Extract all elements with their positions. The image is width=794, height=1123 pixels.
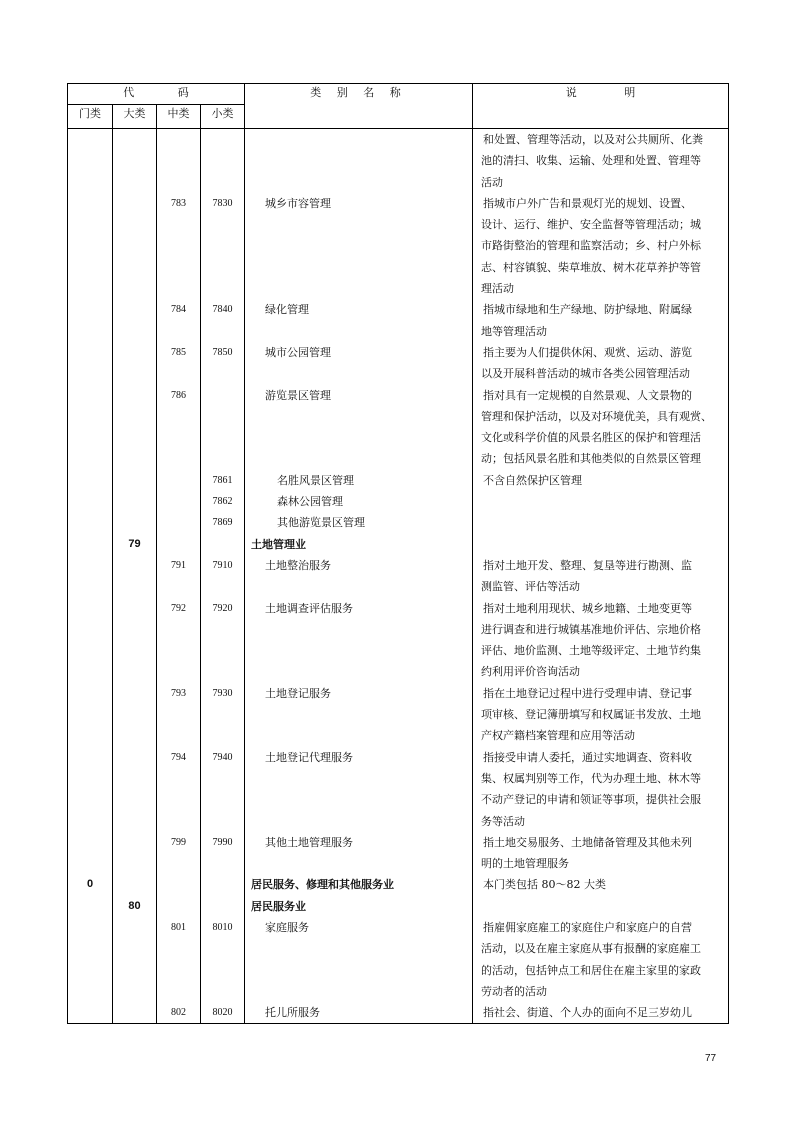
description-line: 指雇佣家庭雇工的家庭住户和家庭户的自营 (483, 920, 692, 934)
cell-zhong-text: 786 (171, 389, 186, 401)
table-row (68, 342, 729, 385)
cell-zhong-text: 799 (171, 836, 186, 848)
cell-xiao (201, 832, 245, 875)
description-line: 管理和保护活动，以及对环境优美，具有观赏、 (481, 409, 712, 423)
description-line: 本门类包括 80～82 大类 (483, 878, 606, 892)
table-row (68, 534, 729, 555)
cell-xiao (201, 598, 245, 683)
cell-category-name-text: 名胜风景区管理 (277, 473, 354, 487)
cell-description (473, 512, 729, 533)
cell-category-name-text: 游览景区管理 (265, 388, 331, 402)
table-row (68, 512, 729, 533)
table-row (68, 896, 729, 917)
cell-category-name-text: 城市公园管理 (265, 345, 331, 359)
category-name-header: 类 别 名 称 (245, 84, 473, 129)
description-line: 活动，以及在雇主家庭从事有报酬的家庭雇工 (481, 942, 701, 956)
cell-xiao-text: 8020 (212, 1007, 233, 1019)
description-line: 理活动 (481, 282, 514, 296)
cell-category-name (245, 512, 473, 533)
description-line: 指在土地登记过程中进行受理申请、登记事 (483, 686, 692, 700)
cell-description (473, 299, 729, 342)
cell-xiao (201, 385, 245, 470)
cell-xiao (201, 1002, 245, 1024)
cell-da (113, 299, 157, 342)
col-zhong-header: 中类 (157, 105, 201, 129)
cell-category-name-text: 家庭服务 (265, 920, 309, 934)
table-row (68, 470, 729, 491)
code-group-header: 代 码 (68, 84, 245, 105)
cell-category-name (245, 874, 473, 895)
cell-xiao (201, 512, 245, 533)
cell-category-name-text: 土地登记服务 (265, 686, 331, 700)
description-line: 约利用评价咨询活动 (481, 665, 580, 679)
cell-xiao (201, 193, 245, 299)
cell-da (113, 683, 157, 747)
cell-da (113, 1002, 157, 1024)
description-line: 市路街整治的管理和监察活动；乡、村户外标 (481, 239, 701, 253)
cell-description (473, 683, 729, 747)
description-line: 不动产登记的申请和领证等事项，提供社会服 (481, 793, 701, 807)
cell-xiao-text: 7862 (212, 496, 233, 508)
cell-category-name-text: 绿化管理 (265, 303, 309, 317)
description-line: 劳动者的活动 (481, 984, 547, 998)
cell-men (68, 385, 113, 470)
cell-category-name (245, 555, 473, 598)
col-xiao-header: 小类 (201, 105, 245, 129)
cell-description (473, 385, 729, 470)
cell-zhong (157, 896, 201, 917)
cell-zhong-text: 785 (171, 346, 186, 358)
description-line: 不含自然保护区管理 (483, 473, 582, 487)
cell-xiao (201, 874, 245, 895)
table-row (68, 598, 729, 683)
description-line: 指接受申请人委托，通过实地调查、资料收 (483, 750, 692, 764)
cell-xiao-text: 7930 (212, 687, 233, 699)
description-line: 指对土地开发、整理、复垦等进行勘测、监 (483, 558, 692, 572)
description-header: 说 明 (473, 84, 729, 129)
cell-category-name (245, 832, 473, 875)
cell-da (113, 874, 157, 895)
description-line: 活动 (481, 175, 503, 189)
description-line: 集、权属判别等工作，代为办理土地、林木等 (481, 771, 701, 785)
cell-zhong-text: 784 (171, 304, 186, 316)
cell-da (113, 917, 157, 1002)
cell-da (113, 598, 157, 683)
description-line: 动；包括风景名胜和其他类似的自然景区管理 (481, 452, 701, 466)
cell-zhong (157, 534, 201, 555)
description-line: 指城市绿地和生产绿地、防护绿地、附属绿 (483, 303, 692, 317)
cell-category-name (245, 193, 473, 299)
description-line: 指主要为人们提供休闲、观赏、运动、游览 (483, 345, 692, 359)
cell-xiao-text: 7840 (212, 304, 233, 316)
cell-description (473, 832, 729, 875)
cell-xiao (201, 342, 245, 385)
col-da-header: 大类 (113, 105, 157, 129)
cell-da-text: 79 (128, 537, 141, 550)
cell-xiao-text: 7910 (212, 559, 233, 571)
cell-zhong-text: 802 (171, 1007, 186, 1019)
cell-category-name-text: 土地管理业 (251, 537, 306, 551)
page-number: 77 (705, 1053, 717, 1064)
cell-men (68, 129, 113, 193)
cell-men (68, 896, 113, 917)
cell-da (113, 832, 157, 875)
cell-category-name (245, 1002, 473, 1024)
description-line: 测监管、评估等活动 (481, 580, 580, 594)
cell-da (113, 555, 157, 598)
cell-men (68, 917, 113, 1002)
cell-category-name-text: 土地调查评估服务 (265, 601, 353, 615)
cell-xiao (201, 683, 245, 747)
cell-category-name-text: 居民服务业 (251, 899, 306, 913)
table-row (68, 683, 729, 747)
description-line: 文化或科学价值的风景名胜区的保护和管理活 (481, 431, 701, 445)
cell-zhong-text: 783 (171, 197, 186, 209)
description-line: 指土地交易服务、土地储备管理及其他未列 (483, 835, 692, 849)
description-line: 设计、运行、维护、安全监督等管理活动；城 (481, 218, 701, 232)
cell-men (68, 299, 113, 342)
cell-description (473, 534, 729, 555)
cell-xiao (201, 129, 245, 193)
cell-da-text: 80 (128, 899, 141, 912)
cell-category-name (245, 747, 473, 832)
cell-xiao-text: 7920 (212, 602, 233, 614)
cell-men (68, 342, 113, 385)
cell-zhong (157, 1002, 201, 1024)
cell-description (473, 917, 729, 1002)
cell-men (68, 491, 113, 512)
cell-men (68, 512, 113, 533)
cell-zhong (157, 193, 201, 299)
cell-xiao-text: 7850 (212, 346, 233, 358)
cell-category-name (245, 491, 473, 512)
cell-zhong (157, 832, 201, 875)
cell-zhong (157, 491, 201, 512)
cell-description (473, 1002, 729, 1024)
cell-description (473, 896, 729, 917)
table-row (68, 874, 729, 895)
table-row (68, 385, 729, 470)
cell-da (113, 342, 157, 385)
description-line: 务等活动 (481, 814, 525, 828)
cell-zhong-text: 801 (171, 921, 186, 933)
cell-zhong (157, 299, 201, 342)
table-row (68, 491, 729, 512)
cell-zhong (157, 470, 201, 491)
cell-da (113, 385, 157, 470)
cell-category-name-text: 其他土地管理服务 (265, 835, 353, 849)
table-body (68, 129, 729, 1024)
cell-category-name (245, 917, 473, 1002)
cell-category-name-text: 土地整治服务 (265, 558, 331, 572)
cell-xiao (201, 555, 245, 598)
cell-xiao-text: 7830 (212, 197, 233, 209)
table-row (68, 832, 729, 875)
cell-xiao-text: 7940 (212, 751, 233, 763)
description-line: 明的土地管理服务 (481, 857, 569, 871)
cell-da (113, 129, 157, 193)
cell-zhong-text: 793 (171, 687, 186, 699)
cell-men (68, 747, 113, 832)
cell-xiao (201, 534, 245, 555)
cell-xiao-text: 7990 (212, 836, 233, 848)
table-row (68, 1002, 729, 1024)
cell-category-name-text: 森林公园管理 (277, 495, 343, 509)
table-row (68, 555, 729, 598)
cell-zhong (157, 385, 201, 470)
cell-description (473, 129, 729, 193)
cell-men (68, 534, 113, 555)
cell-category-name (245, 342, 473, 385)
cell-xiao-text: 7861 (212, 474, 233, 486)
cell-category-name (245, 598, 473, 683)
cell-description (473, 874, 729, 895)
cell-xiao-text: 8010 (212, 921, 233, 933)
cell-category-name (245, 129, 473, 193)
cell-description (473, 342, 729, 385)
cell-xiao (201, 917, 245, 1002)
cell-zhong-text: 792 (171, 602, 186, 614)
cell-men (68, 193, 113, 299)
cell-category-name (245, 683, 473, 747)
cell-men (68, 832, 113, 875)
description-line: 指对具有一定规模的自然景观、人文景物的 (483, 388, 692, 402)
description-line: 指城市户外广告和景观灯光的规划、设置、 (483, 196, 692, 210)
cell-xiao (201, 491, 245, 512)
cell-category-name (245, 470, 473, 491)
description-line: 地等管理活动 (481, 324, 547, 338)
cell-category-name-text: 居民服务、修理和其他服务业 (251, 878, 394, 892)
cell-category-name (245, 299, 473, 342)
description-line: 的活动，包括钟点工和居住在雇主家里的家政 (481, 963, 701, 977)
cell-da (113, 512, 157, 533)
cell-men (68, 1002, 113, 1024)
cell-da (113, 747, 157, 832)
cell-xiao (201, 299, 245, 342)
cell-men (68, 874, 113, 895)
cell-da (113, 534, 157, 555)
cell-description (473, 747, 729, 832)
cell-description (473, 555, 729, 598)
cell-category-name (245, 534, 473, 555)
cell-category-name (245, 385, 473, 470)
cell-zhong (157, 342, 201, 385)
classification-table (67, 83, 729, 1024)
cell-category-name-text: 城乡市容管理 (265, 196, 331, 210)
cell-zhong (157, 874, 201, 895)
cell-zhong (157, 555, 201, 598)
cell-description (473, 193, 729, 299)
cell-category-name-text: 其他游览景区管理 (277, 516, 365, 530)
cell-men (68, 470, 113, 491)
cell-zhong (157, 747, 201, 832)
cell-men (68, 555, 113, 598)
cell-category-name (245, 896, 473, 917)
cell-men (68, 598, 113, 683)
cell-category-name-text: 托儿所服务 (265, 1006, 320, 1020)
cell-category-name-text: 土地登记代理服务 (265, 750, 353, 764)
description-line: 产权产籍档案管理和应用等活动 (481, 729, 635, 743)
cell-da (113, 470, 157, 491)
table-row (68, 299, 729, 342)
cell-description (473, 491, 729, 512)
description-line: 池的清扫、收集、运输、处理和处置、管理等 (481, 154, 701, 168)
table-row (68, 129, 729, 193)
cell-zhong (157, 917, 201, 1002)
cell-zhong-text: 794 (171, 751, 186, 763)
cell-men-text: 0 (86, 878, 94, 891)
col-men-header: 门类 (68, 105, 113, 129)
description-line: 和处置、管理等活动，以及对公共厕所、化粪 (483, 133, 703, 146)
cell-da (113, 491, 157, 512)
description-line: 评估、地价监测、土地等级评定、土地节约集 (481, 644, 701, 658)
cell-zhong-text: 791 (171, 559, 186, 571)
cell-description (473, 470, 729, 491)
cell-da (113, 896, 157, 917)
description-line: 进行调查和进行城镇基准地价评估、宗地价格 (481, 622, 701, 636)
table-row (68, 747, 729, 832)
cell-xiao-text: 7869 (212, 517, 233, 529)
cell-xiao (201, 896, 245, 917)
description-line: 指社会、街道、个人办的面向不足三岁幼儿 (483, 1006, 692, 1020)
table-row (68, 193, 729, 299)
cell-zhong (157, 598, 201, 683)
cell-da (113, 193, 157, 299)
cell-zhong (157, 129, 201, 193)
description-line: 项审核、登记簿册填写和权属证书发放、土地 (481, 708, 701, 722)
cell-men (68, 683, 113, 747)
description-line: 以及开展科普活动的城市各类公园管理活动 (481, 367, 690, 381)
cell-xiao (201, 747, 245, 832)
description-line: 志、村容镇貌、柴草堆放、树木花草养护等管 (481, 260, 701, 274)
cell-xiao (201, 470, 245, 491)
description-line: 指对土地利用现状、城乡地籍、土地变更等 (483, 601, 692, 615)
table-row (68, 917, 729, 1002)
cell-zhong (157, 683, 201, 747)
cell-description (473, 598, 729, 683)
cell-zhong (157, 512, 201, 533)
